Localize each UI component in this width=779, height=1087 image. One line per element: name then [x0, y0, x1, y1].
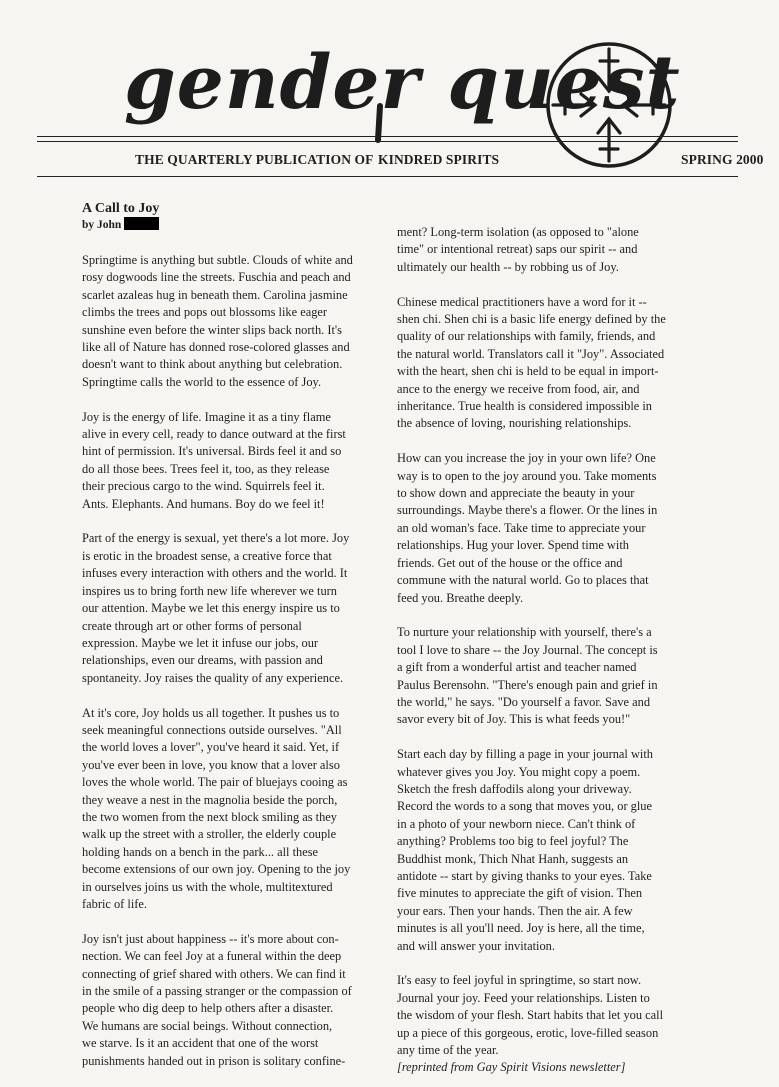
- paragraph: At it's core, Joy holds us all together. It pushes us to seek meaningful connections outside ourselves. "All the world loves a lover", you've heard it said. Yet, if you've ever been in love, you know that a lover also loves the whole world. The pair of bluejays cooing as they weave a nest in the magnolia beside the porch, the two women from the next block smiling as they walk up the street with a stroller, the elderly couple holding hands on a bench in the park... all these become extensions of our own joy. Opening to the joy in ourselves joins us with the whole, multitextured fabric of life.: [82, 705, 351, 911]
- article-byline: [82, 217, 372, 232]
- reprint-credit: [reprinted from Gay Spirit Visions newsletter]: [397, 1060, 626, 1075]
- paragraph: To nurture your relationship with yourself, there's a tool I love to share -- the Joy Journal. The concept is a gift from a wonderful artist and teacher named Paulus Berensohn. "There's enough pain and grief in the world," he says. "Do yourself a favor. Save and savor every bit of Joy. This is what feeds you!": [397, 625, 658, 727]
- paragraph: ment? Long-term isolation (as opposed to "alone time" or intentional retreat) saps our spirit -- and ultimately our health -- by robbing us of Joy.: [397, 225, 639, 274]
- masthead-title-text: gender quest: [124, 40, 681, 126]
- paragraph: How can you increase the joy in your own life? One way is to open to the joy around you. Take moments to show down and appreciate the beauty in your surroundings. Maybe there's a flower. Or the lines in an old woman's face. Take time to appreciate your relationships. Hug your lover. Spend time with friends. Get out of the house or the office and commune with the natural world. Go to places that feed you. Breathe deeply.: [397, 451, 658, 605]
- paragraph: Chinese medical practitioners have a word for it -- shen chi. Shen chi is a basic life energy defined by the quality of our relationships with family, friends, and the natural world. Translators call it "Joy". Associated with the heart, shen chi is held to be equal in import- ance to the energy we receive from food, air, and inheritance. True health is considered impossible in the absence of loving, nourishing relationships.: [397, 294, 666, 431]
- publication-line: THE QUARTERLY PUBLICATION OF: [135, 152, 374, 167]
- masthead-rule-bottom: [37, 176, 738, 177]
- masthead-rule-top: [37, 136, 738, 137]
- article-headline: A Call to Joy: [82, 201, 160, 216]
- article-column-right: [397, 224, 709, 1077]
- masthead-rule-top-double: [37, 141, 738, 142]
- article-column-left: [82, 200, 372, 1087]
- paragraph: Springtime is anything but subtle. Clouds of white and rosy dogwoods line the streets. Fuschia and peach and scarlet azaleas hug in beneath them. Carolina jasmine climbs the trees and pops out blossoms like eager sunshine even before the winter slips back north. It's like all of Nature has donned rose-colored glasses and doesn't want to think about anything but celebration. Springtime calls the world to the essence of Joy.: [82, 253, 353, 389]
- masthead-title: [118, 36, 681, 146]
- paragraph: Part of the energy is sexual, yet there's a lot more. Joy is erotic in the broadest sense, a creative force that infuses every interaction with others and the world. It inspires us to bring forth new life wherever we turn our attention. Maybe we let this energy inspire us to create through art or other forms of personal expression. Maybe we let it infuse our jobs, our relationships, even our dreams, with passion and spontaneity. Joy raises the quality of any experience.: [82, 531, 350, 685]
- paragraph: It's easy to feel joyful in springtime, so start now. Journal your joy. Feed your relationships. Listen to the wisdom of your flesh. Start habits that let you call up a piece of this gorgeous, erotic, love-filled season any time of the year.: [397, 973, 664, 1058]
- redaction-bar: [124, 217, 159, 230]
- issue-season: SPRING 2000: [681, 152, 764, 167]
- paragraph: Joy isn't just about happiness -- it's more about con- nection. We can feel Joy at a funeral within the deep connecting of grief shared with others. We can find it in the smile of a passing stranger or the compassion of people who dig deep to help others after a disaster. We humans are social beings. Without connection, we starve. Is it an accident that one of the worst punishments handed out in prison is solitary confine-: [82, 931, 352, 1068]
- organization-name: KINDRED SPIRITS: [378, 152, 500, 167]
- paragraph: Start each day by filling a page in your journal with whatever gives you Joy. You might copy a poem. Sketch the fresh daffodils along your driveway. Record the words to a song that moves you, or glue in a photo of your newborn niece. Can't think of anything? Problems too big to feel joyful? The Buddhist monk, Thich Nhat Hanh, suggests an antidote -- start by giving thanks to your eyes. Take five minutes to appreciate the gift of vision. Then your ears. Then your hands. Then the air. A few minutes is all you'll need. Joy is here, all the time, and will answer your invitation.: [397, 747, 654, 953]
- paragraph: Joy is the energy of life. Imagine it as a tiny flame alive in every cell, ready to dance outward at the first hint of permission. It's universal. Birds feel it and so do all those bees. Trees feel it, too, as they release their precious cargo to the wind. Squirrels feel it. Ants. Elephants. And humans. Boy do we feel it!: [82, 409, 346, 511]
- byline-text: by John: [82, 219, 122, 231]
- four-inward-arrows-circle-icon: [543, 39, 675, 171]
